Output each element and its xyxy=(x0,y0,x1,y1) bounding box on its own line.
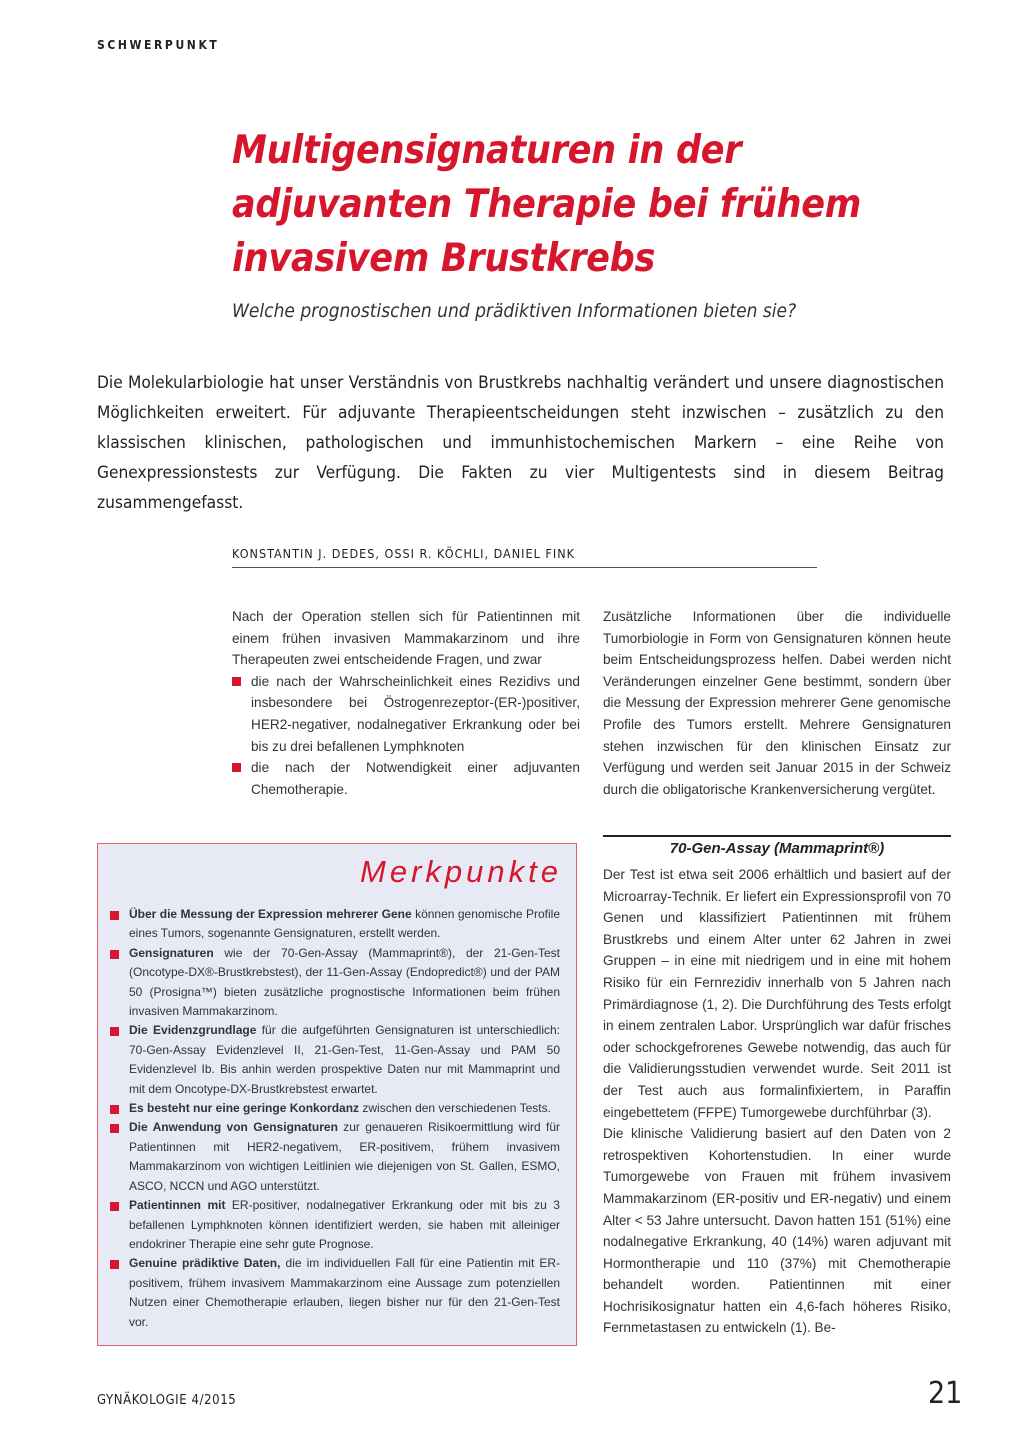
list-item: Genuine prädiktive Daten, die im individuellen Fall für eine Patientin mit ER-positivem, frühem invasivem Mammakarzinom eine Aussage zum potenziellen Nutzen einer Chemotherapie erlauben, liegen bisher nur für den 21-Gen-Test vor. xyxy=(110,1254,560,1332)
body-paragraph: Die klinische Validierung basiert auf den Daten von 2 retrospektiven Kohortenstudien. In einer wurde Tumorgewebe von Frauen mit frühem invasivem Mammakarzinom (ER-positiv und ER-negativ) und einem Alter < 53 Jahre untersucht. Davon hatten 151 (51%) eine nodalnegative Erkrankung, 40 (14%) waren adjuvant mit Hormontherapie und 110 (37%) mit Chemotherapie behandelt worden. Patientinnen mit einer Hochrisikosignatur hatten ein 4,6-fach höheres Risiko, Fernmetastasen zu entwickeln (1). Be- xyxy=(603,1126,951,1336)
list-item: Es besteht nur eine geringe Konkordanz zwischen den verschiedenen Tests. xyxy=(110,1099,560,1118)
red-square-bullet-icon xyxy=(110,950,119,959)
list-item: die nach der Wahrscheinlichkeit eines Rezidivs und insbesondere bei Östrogenrezeptor-(ER-)positiver, HER2-negativer, nodalnegativer Erkrankung oder bei bis zu drei befallenen Lymphknoten xyxy=(232,671,580,757)
list-item: Gensignaturen wie der 70-Gen-Assay (Mammaprint®), der 21-Gen-Test (Oncotype-DX®-Brustkrebstest), der 11-Gen-Assay (Endopredict®) und der PAM 50 (Prosigna™) bieten zusätzliche prognostische Informationen beim frühen invasiven Mammakarzinom. xyxy=(110,944,560,1022)
intro-paragraph: Nach der Operation stellen sich für Patientinnen mit einem frühen invasiven Mammakarzinom und ihre Therapeuten zwei entscheidende Fragen, und zwar xyxy=(232,609,580,668)
article-subtitle: Welche prognostischen und prädiktiven Informationen bieten sie? xyxy=(232,300,797,322)
red-square-bullet-icon xyxy=(110,1105,119,1114)
red-square-bullet-icon xyxy=(232,763,241,772)
authors-divider xyxy=(232,567,817,568)
red-square-bullet-icon xyxy=(110,1027,119,1036)
red-square-bullet-icon xyxy=(110,1202,119,1211)
body-paragraph: Der Test ist etwa seit 2006 erhältlich und basiert auf der Microarray-Technik. Er liefert ein Expressionsprofil von 70 Genen und klassifiziert Patientinnen mit frühem Brustkrebs und einem Alter unter 62 Jahren in zwei Gruppen – in eine mit niedrigem und in eine mit hohem Risiko für ein Fernrezidiv innerhalb von 5 Jahren nach Primärdiagnose (1, 2). Die Durchführung des Tests erfolgt in einem zentralen Labor. Ursprünglich war dafür frisches oder schockgefrorenes Gewebe notwendig, das auch für die Validierungsstudien verwendet wurde. Seit 2011 ist der Test auch aus formalinfixiertem, in Paraffin eingebettetem (FFPE) Tumorgewebe durchführbar (3). xyxy=(603,867,951,1120)
heading-rule xyxy=(603,835,951,837)
list-item: Die Anwendung von Gensignaturen zur genaueren Risikoermittlung wird für Patientinnen mit HER2-negativem, ER-positivem, frühem invasivem Mammakarzinom von wichtigen Leitlinien wie diejenigen von St. Gallen, ESMO, ASCO, NCCN und AGO unterstützt. xyxy=(110,1118,560,1196)
lead-paragraph: Die Molekularbiologie hat unser Verständnis von Brustkrebs nachhaltig verändert und unsere diagnostischen Möglichkeiten erweitert. Für adjuvante Therapieentscheidungen steht inzwischen – zusätzlich zu den klassischen klinischen, pathologischen und immunhistochemischen Markern – eine Reihe von Genexpressionstests zur Verfügung. Die Fakten zu vier Multigentests sind in diesem Beitrag zusammengefasst. xyxy=(97,373,944,513)
section-label: SCHWERPUNKT xyxy=(97,38,220,52)
red-square-bullet-icon xyxy=(110,1260,119,1269)
authors: KONSTANTIN J. DEDES, OSSI R. KÖCHLI, DANIEL FINK xyxy=(232,546,575,561)
list-item: Über die Messung der Expression mehrerer Gene können genomische Profile eines Tumors, sogenannte Gensignaturen, erstellt werden. xyxy=(110,905,560,944)
red-square-bullet-icon xyxy=(110,1124,119,1133)
column-right-bottom xyxy=(603,864,951,1339)
journal-footer: GYNÄKOLOGIE 4/2015 xyxy=(97,1393,237,1408)
red-square-bullet-icon xyxy=(110,911,119,920)
article-title xyxy=(232,124,972,286)
page-number: 21 xyxy=(928,1376,963,1411)
title-line: invasivem Brustkrebs xyxy=(232,236,656,281)
list-item: die nach der Notwendigkeit einer adjuvanten Chemotherapie. xyxy=(232,757,580,800)
red-square-bullet-icon xyxy=(232,677,241,686)
title-line: Multigensignaturen in der xyxy=(232,128,742,173)
column-left xyxy=(232,606,580,800)
section-heading: 70-Gen-Assay (Mammaprint®) xyxy=(669,840,885,857)
merkpunkte-box xyxy=(97,843,577,1346)
body-paragraph: Zusätzliche Informationen über die individuelle Tumorbiologie in Form von Gensignaturen können heute beim Entscheidungsprozess helfen. Dabei werden nicht Veränderungen einzelner Gene bestimmt, sondern über die Messung der Expression mehrerer Gene genomische Profile des Tumors erstellt. Mehrere Gensignaturen stehen inzwischen für den klinischen Einsatz zur Verfügung und werden seit Januar 2015 in der Schweiz durch die obligatorische Krankenversicherung vergütet. xyxy=(603,609,951,797)
column-right-top xyxy=(603,606,951,800)
title-line: adjuvanten Therapie bei frühem xyxy=(232,182,861,227)
list-item: Die Evidenzgrundlage für die aufgeführten Gensignaturen ist unterschiedlich: 70-Gen-Assay Evidenzlevel II, 21-Gen-Test, 11-Gen-Assay und PAM 50 Evidenzlevel Ib. Bis anhin werden prospektive Daten nur mit Mammaprint und mit dem Oncotype-DX-Brustkrebstest erwartet. xyxy=(110,1021,560,1099)
merkpunkte-list xyxy=(110,905,560,1332)
box-title: Merkpunkte xyxy=(360,854,562,889)
list-item: Patientinnen mit ER-positiver, nodalnegativer Erkrankung oder mit bis zu 3 befallenen Lymphknoten können identifiziert werden, sie haben mit alleiniger endokriner Therapie eine sehr gute Prognose. xyxy=(110,1196,560,1254)
question-list xyxy=(232,671,580,801)
